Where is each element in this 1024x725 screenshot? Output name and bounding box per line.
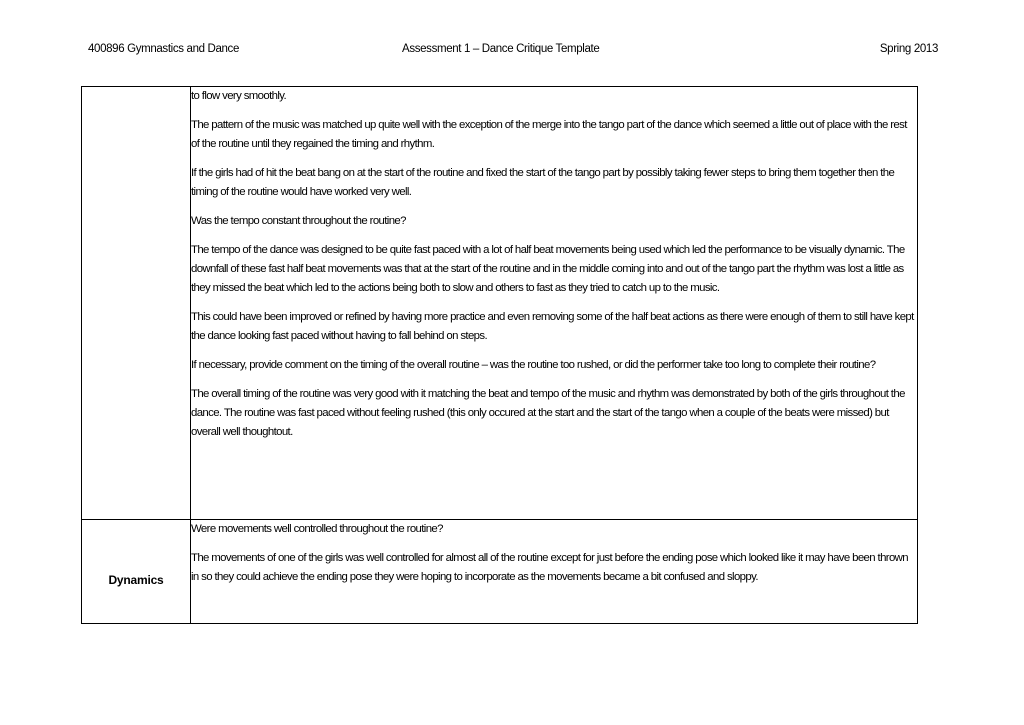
question-text: If necessary, provide comment on the timing of the overall routine – was the routine too rushed, or did the performer take too long to complete their routine? <box>191 359 876 371</box>
question-text: Were movements well controlled throughout the routine? <box>191 523 443 535</box>
criterion-content-cell <box>191 520 918 624</box>
paragraph: to flow very smoothly. <box>191 90 287 102</box>
paragraph: The pattern of the music was matched up quite well with the exception of the merge into the tango part of the dance which seemed a little out of place with the rest of the routine until they regained the timing and rhythm. <box>191 119 907 150</box>
criterion-label-cell <box>82 520 191 624</box>
paragraph: The tempo of the dance was designed to be quite fast paced with a lot of half beat movements being used which led the performance to be visually dynamic. The downfall of these fast half beat movements was that at the start of the routine and in the middle coming into and out of the tango part the rhythm was lost a little as they missed the beat which led to the actions being both to slow and others to fast as they tried to catch up to the music. <box>191 244 905 294</box>
criterion-content-cell <box>191 87 918 520</box>
criterion-label-cell <box>82 87 191 520</box>
paragraph: The movements of one of the girls was well controlled for almost all of the routine except for just before the ending pose which looked like it may have been thrown in so they could achieve the ending pose they were hoping to incorporate as the movements became a bit confused and sloppy. <box>191 552 908 583</box>
question-text: Was the tempo constant throughout the routine? <box>191 215 406 227</box>
paragraph: The overall timing of the routine was very good with it matching the beat and tempo of the music and rhythm was demonstrated by both of the girls throughout the dance. The routine was fast paced without feeling rushed (this only occured at the start and the start of the tango when a couple of the beats were missed) but overall well thoughtout. <box>191 388 905 438</box>
paragraph: This could have been improved or refined by having more practice and even removing some of the half beat actions as there were enough of them to still have kept the dance looking fast paced without having to fall behind on steps. <box>191 311 914 342</box>
page-header <box>88 43 938 59</box>
criterion-label: Dynamics <box>108 572 164 587</box>
course-title: 400896 Gymnastics and Dance <box>88 43 240 55</box>
document-title: Assessment 1 – Dance Critique Template <box>402 43 600 55</box>
paragraph: If the girls had of hit the beat bang on at the start of the routine and fixed the start of the tango part by possibly taking fewer steps to bring them together then the timing of the routine would have worked very well. <box>191 167 895 198</box>
table-row <box>82 87 918 520</box>
table-row <box>82 520 918 624</box>
critique-table <box>81 86 918 624</box>
term-label: Spring 2013 <box>879 43 938 55</box>
